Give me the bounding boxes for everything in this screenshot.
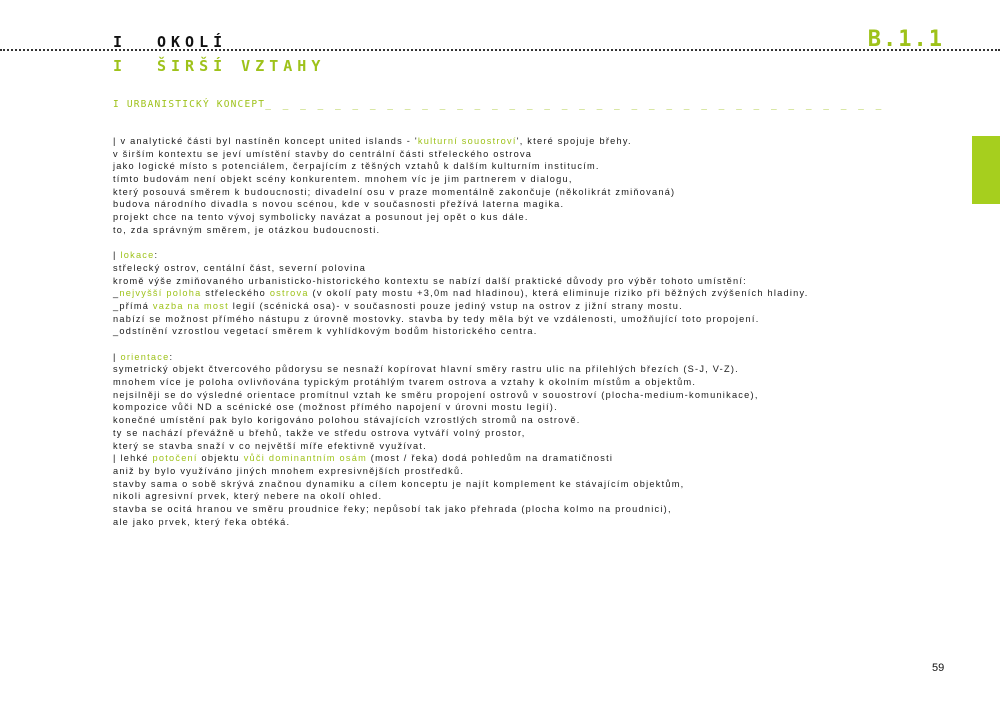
text-line [113,325,913,338]
text-line [113,186,913,199]
text-line [113,300,913,313]
text-span: střelecký ostrov, centální část, severní polovina [113,262,367,273]
paragraph [113,249,913,338]
text-span: | [113,351,121,362]
text-line [113,275,913,288]
text-span: (most / řeka) dodá pohledům na dramatičnosti [366,453,614,464]
text-span: stavby sama o sobě skrývá značnou dynamiku a cílem konceptu je najít komplement ke stávajícím objektům, [113,478,685,489]
text-line [113,452,913,465]
text-span: nabízí se možnost přímého nástupu z úrovně mostovky. stavba by tedy měla být ve vzdálenosti, umožňující toto propojení. [113,313,760,324]
section-heading [113,99,884,110]
section-dashes: _ _ _ _ _ _ _ _ _ _ _ _ _ _ _ _ _ _ _ _ _ _ _ _ _ _ _ _ _ _ _ _ _ _ _ _ [265,99,885,110]
text-line [113,401,913,414]
text-span: ale jako prvek, který řeka obtéká. [113,516,291,527]
text-line [113,160,913,173]
text-line [113,363,913,376]
highlighted-term: vůči dominantním osám [243,453,367,464]
paragraph [113,135,913,237]
text-line [113,490,913,503]
text-span: který posouvá směrem k budoucnosti; divadelní osu v praze momentálně zakončuje (několikrát zmiňovaná) [113,186,676,197]
text-line [113,313,913,326]
text-line [113,503,913,516]
text-span: kompozice vůči ND a scénické ose (možnost přímého napojení v úrovni mostu legií). [113,402,558,413]
chapter-heading-text: OKOLÍ [157,33,228,51]
text-span: nikoli agresivní prvek, který nebere na okolí ohled. [113,491,383,502]
text-line [113,262,913,275]
text-span: _ [113,288,120,299]
text-span: budova národního divadla s novou scénou, kde v současnosti přežívá laterna magika. [113,199,565,210]
text-span: jako logické místo s potenciálem, čerpajícím z těšných vztahů k dalším kulturním institucím. [113,161,600,172]
text-line [113,148,913,161]
text-span: ', které spojuje břehy. [516,136,632,146]
highlighted-term: nejvyšší poloha [119,288,202,299]
highlighted-term: lokace [120,250,155,261]
text-line [113,287,913,300]
chapter-heading-bar: I [113,33,128,51]
text-span: | [113,250,121,261]
text-span: (v okolí paty mostu +3,0m nad hladinou), která eliminuje riziko při běžných zvýšeních hladiny. [308,288,809,299]
paragraph [113,351,913,529]
text-span: stavba se ocitá hranou ve směru proudnice řeky; nepůsobí tak jako přehrada (plocha kolmo na proudnici), [113,503,672,514]
subchapter-heading-bar: I [113,57,128,75]
text-span: : [169,351,174,362]
text-line [113,427,913,440]
text-span: | v analytické části byl nastíněn koncept united islands - ' [113,136,418,146]
chapter-heading [113,33,227,51]
text-line [113,414,913,427]
text-span: | lehké [113,453,153,464]
page-number: 59 [932,662,945,674]
text-span: v širším kontextu se jeví umístění stavby do centrální části střeleckého ostrova [113,148,533,159]
text-line [113,224,913,237]
paragraph-gap [113,338,913,351]
text-line [113,516,913,529]
side-tab-marker [972,136,1000,204]
paragraph-gap [113,237,913,250]
subchapter-heading-text: ŠIRŠÍ VZTAHY [157,57,326,75]
section-title: I URBANISTICKÝ KONCEPT [113,99,266,110]
text-span: aniž by bylo využíváno jiných mnohem expresivnějších prostředků. [113,465,465,476]
highlighted-term: potočení [152,453,198,464]
text-line [113,249,913,262]
text-line [113,389,913,402]
text-span: legií (scénická osa)- v současnosti pouze jediný vstup na ostrov z jižní strany mostu. [228,300,683,311]
text-span: _odstínění vzrostlou vegetací směrem k vyhlídkovým bodům historického centra. [113,326,538,337]
text-span: to, zda správným směrem, je otázkou budoucnosti. [113,224,381,235]
text-line [113,465,913,478]
text-line [113,440,913,453]
text-span: projekt chce na tento vývoj symbolicky navázat a posunout jej opět o kus dále. [113,212,529,223]
text-span: : [154,250,159,261]
text-span: který se stavba snaží v co největší míře efektivně využívat. [113,440,427,451]
text-span: symetrický objekt čtvercového půdorysu se nesnaží kopírovat hlavní směry rastru ulic na přilehlých březích (S-J, V-Z). [113,364,739,375]
text-span: ty se nachází převážně u břehů, takže ve středu ostrova vytváří volný prostor, [113,427,526,438]
text-span: nejsilněji se do výsledné orientace promítnul vztah ke směru propojení ostrovů v souostroví (plocha-medium-komunikace), [113,389,759,400]
text-line [113,211,913,224]
section-code: B.1.1 [867,27,944,52]
highlighted-term: kulturní souostroví [417,136,517,146]
text-span: mnohem více je poloha ovlivňována typickým protáhlým tvarem ostrova a vztahy k okolním místům a objektům. [113,377,697,388]
text-span: kromě výše zmiňovaného urbanisticko-historického kontextu se nabízí další praktické důvody pro výběr tohoto umístění: [113,275,747,286]
body-text [113,135,913,528]
text-span: tímto budovám není objekt scény konkurentem. mnohem víc je jim partnerem v dialogu, [113,174,573,185]
highlighted-term: orientace [120,351,170,362]
highlighted-term: vazba na most [152,300,229,311]
text-line [113,376,913,389]
text-span: střeleckého [201,288,270,299]
text-span: _přímá [113,300,153,311]
highlighted-term: ostrova [269,288,309,299]
text-line [113,135,913,148]
text-span: konečné umístění pak bylo korigováno polohou stávajících vzrostlých stromů na ostrově. [113,415,581,426]
text-line [113,351,913,364]
text-line [113,198,913,211]
text-line [113,478,913,491]
text-line [113,173,913,186]
subchapter-heading [113,57,325,75]
text-span: objektu [197,453,244,464]
